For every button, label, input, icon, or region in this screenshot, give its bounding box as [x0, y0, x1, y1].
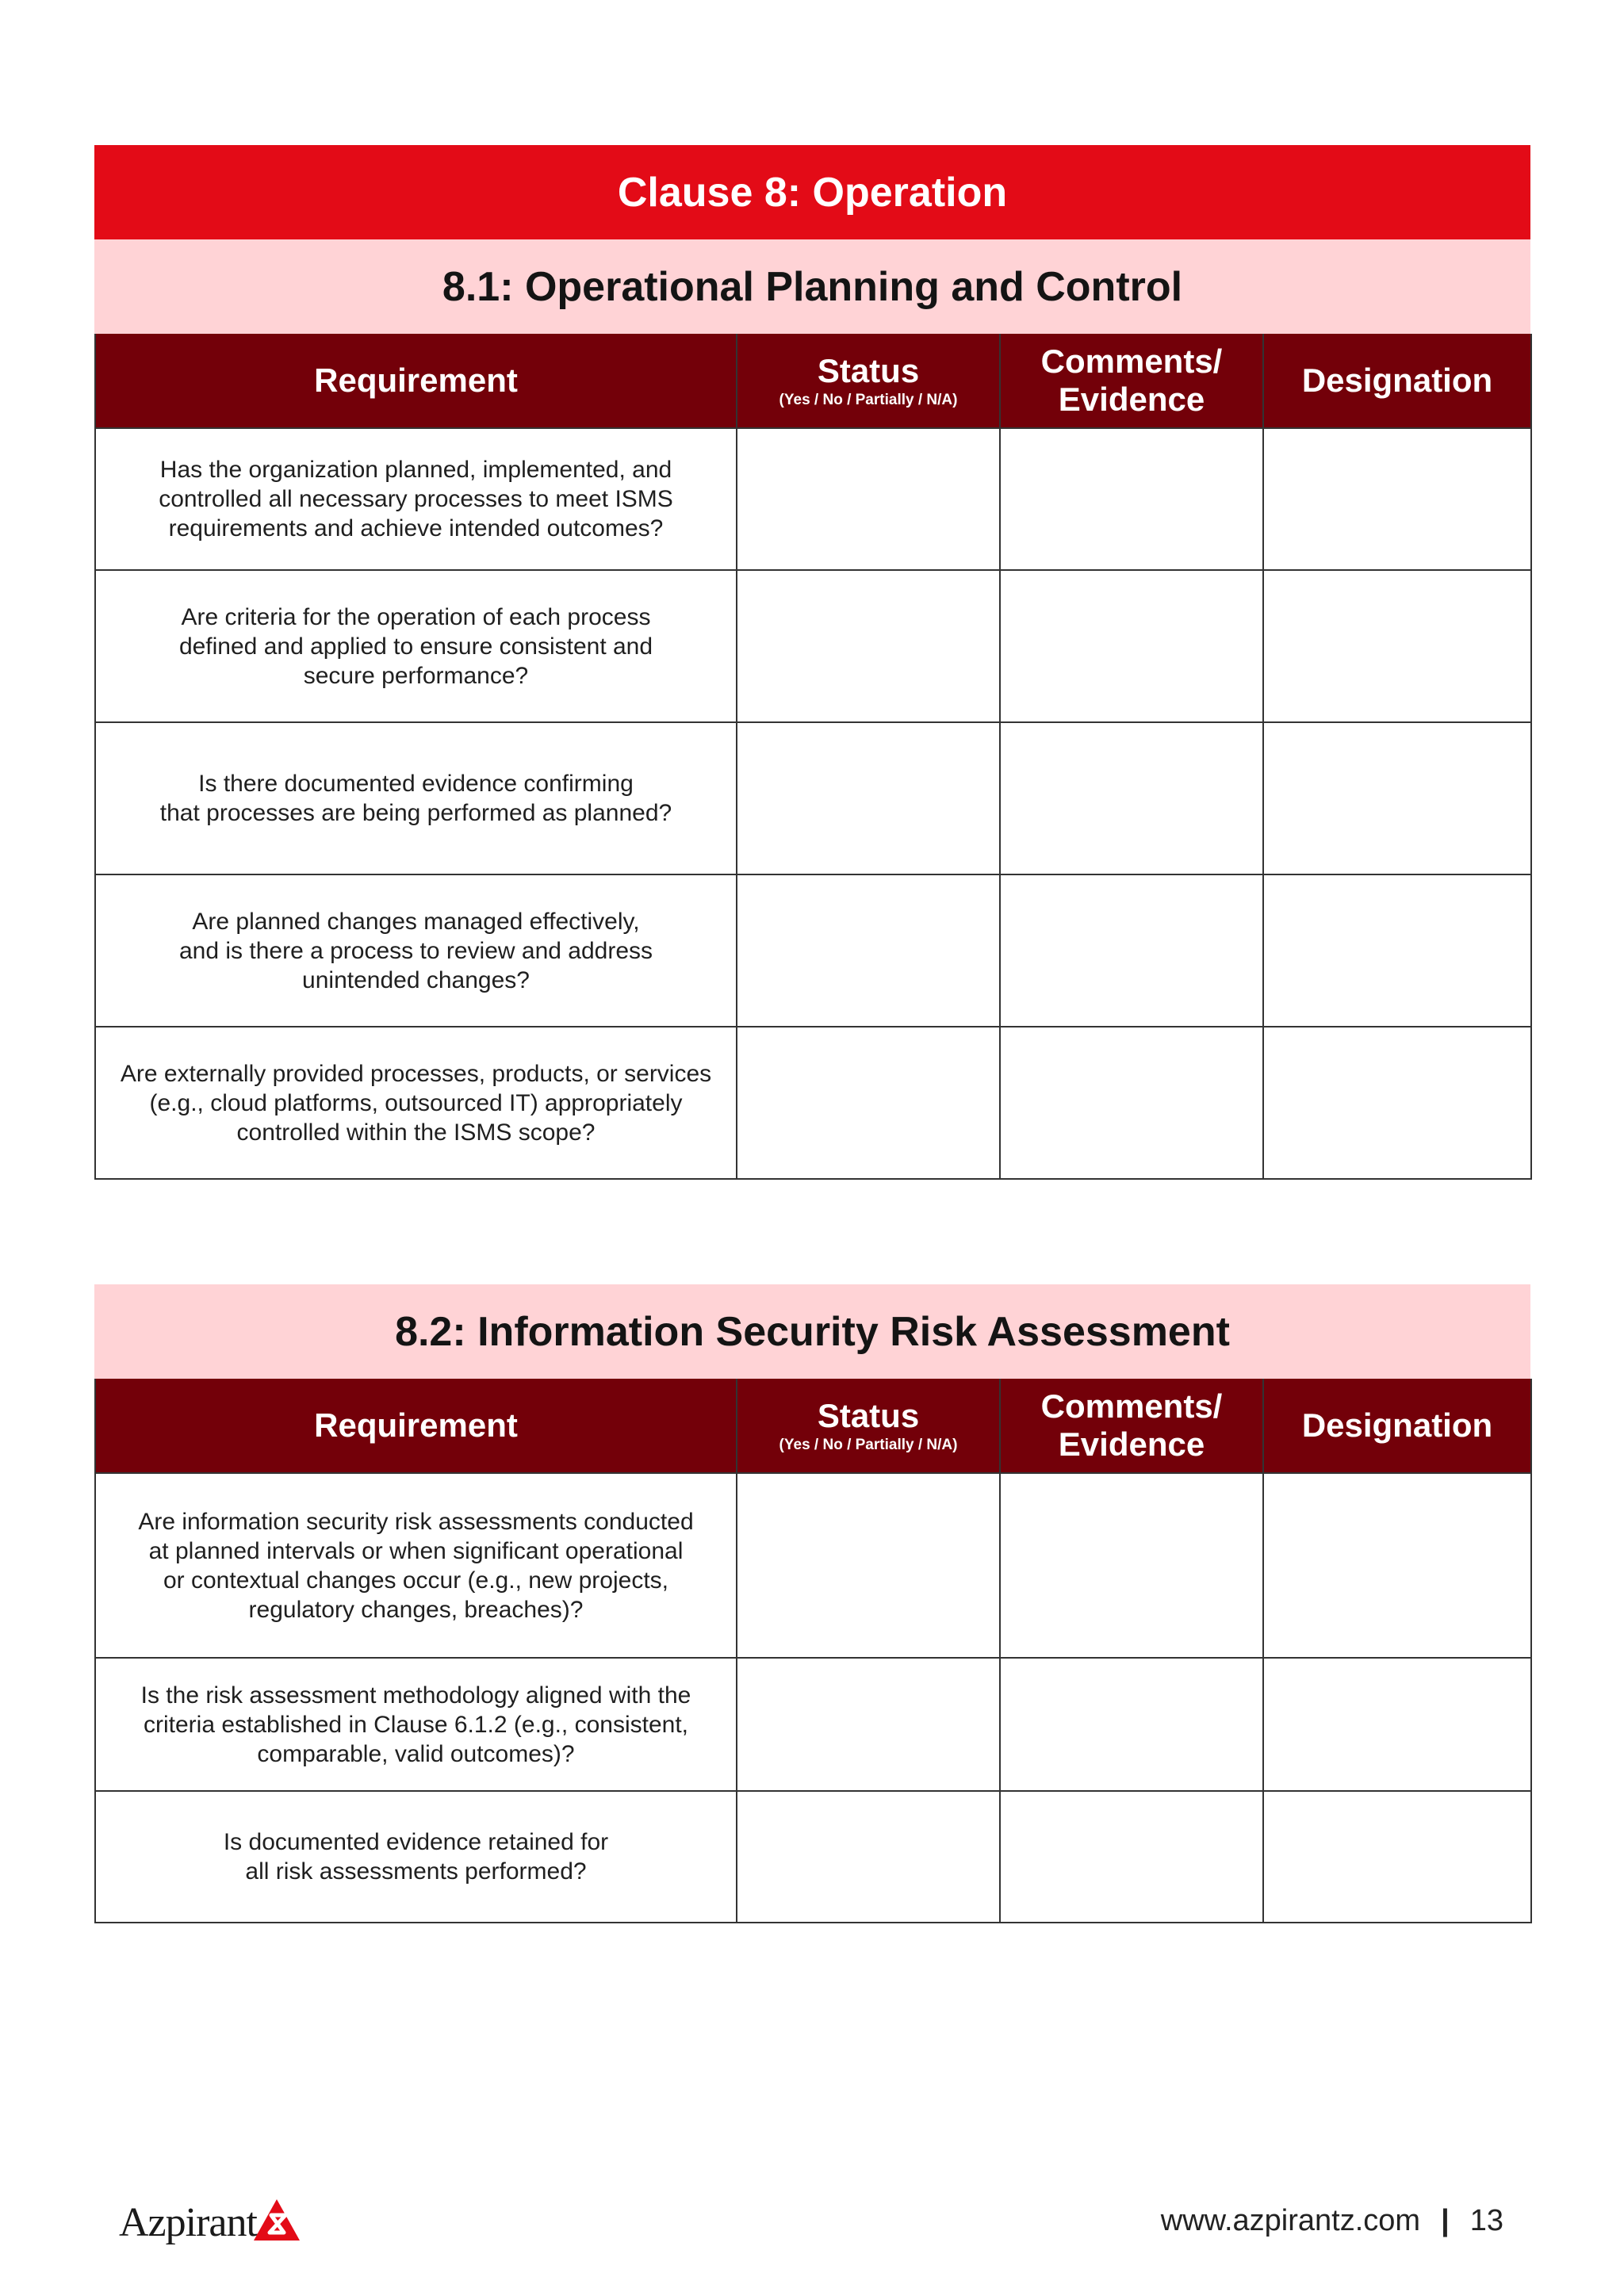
status-cell[interactable] — [737, 1473, 1000, 1658]
clause-title: Clause 8: Operation — [94, 145, 1530, 239]
checklist-table-8-1 — [94, 334, 1532, 1180]
column-header-requirement: Requirement — [95, 334, 737, 428]
requirement-cell: Is documented evidence retained for all risk assessments performed? — [95, 1791, 737, 1923]
column-header-status: Status (Yes / No / Partially / N/A) — [737, 334, 1000, 428]
requirement-cell: Are criteria for the operation of each process defined and applied to ensure consistent and secure performance? — [95, 570, 737, 722]
website-link[interactable]: www.azpirantz.com — [1160, 2204, 1421, 2237]
requirement-cell: Are planned changes managed effectively, and is there a process to review and address unintended changes? — [95, 874, 737, 1027]
designation-cell[interactable] — [1263, 428, 1531, 570]
designation-cell[interactable] — [1263, 1658, 1531, 1791]
table-header-row — [95, 334, 1531, 428]
status-cell[interactable] — [737, 722, 1000, 874]
footer-separator: | — [1441, 2204, 1450, 2237]
table-row — [95, 874, 1531, 1027]
section-8-1 — [94, 145, 1530, 1180]
page-number: 13 — [1469, 2204, 1503, 2237]
comments-cell[interactable] — [1000, 1791, 1263, 1923]
status-cell[interactable] — [737, 1658, 1000, 1791]
comments-cell[interactable] — [1000, 570, 1263, 722]
status-options-label: (Yes / No / Partially / N/A) — [779, 392, 958, 409]
section-8-2 — [94, 1284, 1530, 1923]
table-row — [95, 1027, 1531, 1179]
column-header-status: Status (Yes / No / Partially / N/A) — [737, 1379, 1000, 1473]
designation-cell[interactable] — [1263, 1473, 1531, 1658]
comments-cell[interactable] — [1000, 1027, 1263, 1179]
status-cell[interactable] — [737, 874, 1000, 1027]
table-row — [95, 428, 1531, 570]
section-title-8-2: 8.2: Information Security Risk Assessment — [94, 1284, 1530, 1379]
status-cell[interactable] — [737, 570, 1000, 722]
column-header-requirement: Requirement — [95, 1379, 737, 1473]
azpirant-logo[interactable] — [119, 2198, 301, 2244]
column-header-designation: Designation — [1263, 1379, 1531, 1473]
requirement-cell: Are information security risk assessments conducted at planned intervals or when significant operational or contextual changes occur (e.g., new projects, regulatory changes, breaches)? — [95, 1473, 737, 1658]
comments-cell[interactable] — [1000, 874, 1263, 1027]
designation-cell[interactable] — [1263, 1791, 1531, 1923]
table-row — [95, 722, 1531, 874]
comments-cell[interactable] — [1000, 1473, 1263, 1658]
checklist-table-8-2 — [94, 1379, 1532, 1923]
section-title-8-1: 8.1: Operational Planning and Control — [94, 239, 1530, 334]
requirement-cell: Has the organization planned, implemented, and controlled all necessary processes to meet ISMS requirements and achieve intended outcomes? — [95, 428, 737, 570]
comments-cell[interactable] — [1000, 722, 1263, 874]
table-header-row — [95, 1379, 1531, 1473]
designation-cell[interactable] — [1263, 570, 1531, 722]
comments-cell[interactable] — [1000, 428, 1263, 570]
table-row — [95, 570, 1531, 722]
table-row — [95, 1473, 1531, 1658]
status-cell[interactable] — [737, 1027, 1000, 1179]
designation-cell[interactable] — [1263, 1027, 1531, 1179]
column-header-designation: Designation — [1263, 334, 1531, 428]
requirement-cell: Are externally provided processes, products, or services (e.g., cloud platforms, outsourced IT) appropriately controlled within the ISMS scope? — [95, 1027, 737, 1179]
column-header-comments: Comments/ Evidence — [1000, 1379, 1263, 1473]
table-row — [95, 1791, 1531, 1923]
designation-cell[interactable] — [1263, 874, 1531, 1027]
status-options-label: (Yes / No / Partially / N/A) — [779, 1437, 958, 1454]
designation-cell[interactable] — [1263, 722, 1531, 874]
status-cell[interactable] — [737, 1791, 1000, 1923]
logo-triangle-icon — [252, 2198, 301, 2242]
status-cell[interactable] — [737, 428, 1000, 570]
requirement-cell: Is the risk assessment methodology aligned with the criteria established in Clause 6.1.2 (e.g., consistent, comparable, valid outcomes)? — [95, 1658, 737, 1791]
table-row — [95, 1658, 1531, 1791]
requirement-cell: Is there documented evidence confirming that processes are being performed as planned? — [95, 722, 737, 874]
comments-cell[interactable] — [1000, 1658, 1263, 1791]
logo-text: Azpirant — [119, 2200, 257, 2245]
column-header-comments: Comments/ Evidence — [1000, 334, 1263, 428]
page-footer — [1161, 2204, 1503, 2238]
